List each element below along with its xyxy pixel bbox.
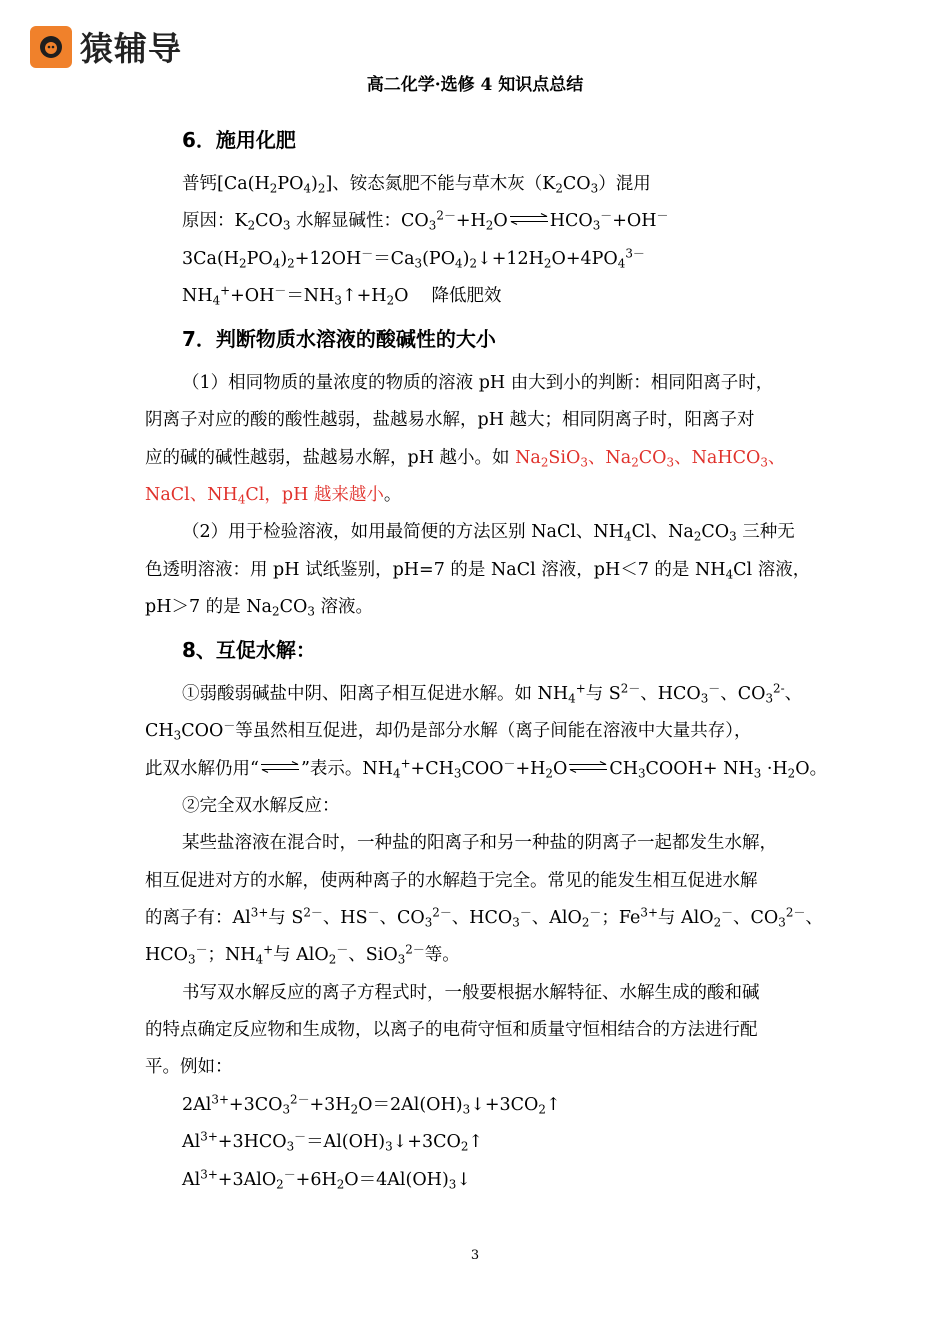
equilibrium-arrow-icon [509, 213, 549, 225]
s8-p1-line-2: $CH_3COO^-$等虽然相互促进，却仍是部分水解（离子间能在溶液中大量共存）， [145, 718, 752, 743]
s8-p2-line-1: ②完全双水解反应： [182, 796, 340, 816]
section-6-title: 6．施用化肥 [182, 128, 296, 152]
s6-line-1: 普钙$[Ca(H_2PO_4)_2]$、铵态氮肥不能与草木灰$(K_2CO_3)$混用 [182, 174, 651, 196]
equation-1: $2Al^{3+}+3CO_3^{2-}+3H_2O=2Al(OH)_3↓+3CO_2↑$ [182, 1092, 561, 1117]
equilibrium-arrow-icon [260, 761, 300, 773]
s8-p4-line-3: 平。例如： [145, 1057, 233, 1077]
s6-line-3: $3Ca(H_2PO_4)_2+12OH^-=Ca_3(PO_4)_2↓+12H_2O+4PO_4^{3-}$ [182, 246, 645, 271]
s7-p2-line-2: 色透明溶液：用 pH 试纸鉴别，pH=7 的是 NaCl 溶液，pH＜7 的是 $NH_4Cl$ 溶液， [145, 560, 811, 582]
s7-p1-line-4: NaCl、$NH_4Cl$，pH 越来越小。 [145, 485, 402, 507]
s7-p2-line-1: （2）用于检验溶液，如用最简便的方法区别 NaCl、$NH_4Cl$、$Na_2CO_3$ 三种无 [182, 522, 795, 544]
section-8-title: 8、互促水解： [182, 638, 316, 662]
equation-3: $Al^{3+}+3AlO_2^-+6H_2O=4Al(OH)_3↓$ [182, 1167, 472, 1192]
s8-p3-line-4: $HCO_3^-$；$NH_4^+$与 AlO$_2$－、SiO$_3^{2-}$等。 [145, 942, 460, 967]
s7-p2-line-3: pH＞7 的是 $Na_2CO_3$ 溶液。 [145, 597, 373, 619]
brand-logo [30, 23, 182, 70]
page-number: 3 [470, 1248, 480, 1263]
equilibrium-arrow-icon [568, 761, 608, 773]
s8-p1-line-1: ①弱酸弱碱盐中阴、阳离子相互促进水解。如 $NH_4^+$与 $S^{2-}$、$HCO_3^-$、$CO_3^{2-}$、 [182, 681, 803, 706]
section-7-title: 7．判断物质水溶液的酸碱性的大小 [182, 327, 496, 351]
equation-2: $Al^{3+}+3HCO_3^-=Al(OH)_3↓+3CO_2↑$ [182, 1129, 484, 1154]
s8-p3-line-3: 的离子有：$Al^{3+}$与 $S^{2-}$、HS－、$CO_3^{2-}$、$HCO_3^-$、AlO$_2$－；$Fe^{3+}$与 AlO$_2$－、$CO_3^{2-}$、 [145, 905, 823, 930]
s7-p1-line-3: 应的碱的碱性越弱，盐越易水解，pH 越小。如 $Na_2SiO_3$、$Na_2CO_3$、NaHCO$_3$、 [145, 448, 786, 470]
s6-line-4: $NH_4^++OH^-=NH_3↑+H_2O$ 降低肥效 [182, 283, 502, 308]
s7-p1-line-1: （1）相同物质的量浓度的物质的溶液 pH 由大到小的判断：相同阳离子时， [182, 373, 774, 393]
s8-p4-line-2: 的特点确定反应物和生成物，以离子的电荷守恒和质量守恒相结合的方法进行配 [145, 1020, 758, 1040]
page-header-title: 高二化学·选修 4 知识点总结 [366, 75, 584, 95]
s7-p1-line-2: 阴离子对应的酸的酸性越弱，盐越易水解，pH 越大；相同阴离子时，阳离子对 [145, 410, 755, 430]
s6-line-2: 原因：$K_2CO_3$ 水解显碱性：$CO_3^{2-}+H_2O$ $HCO_3^-+OH^-$ [182, 208, 669, 233]
brand-name: 猿辅导 [80, 29, 182, 68]
s8-p3-line-2: 相互促进对方的水解，使两种离子的水解趋于完全。常见的能发生相互促进水解 [145, 871, 758, 891]
monkey-logo-icon [30, 26, 72, 68]
s8-p3-line-1: 某些盐溶液在混合时，一种盐的阳离子和另一种盐的阴离子一起都发生水解， [182, 833, 777, 853]
s8-p4-line-1: 书写双水解反应的离子方程式时，一般要根据水解特征、水解生成的酸和碱 [182, 983, 760, 1003]
s8-p1-line-3: 此双水解仍用“ ”表示。$NH_4^++CH_3COO^-+H_2O$ $CH_3COOH+ NH_3 \cdot H_2O$。 [145, 756, 828, 781]
